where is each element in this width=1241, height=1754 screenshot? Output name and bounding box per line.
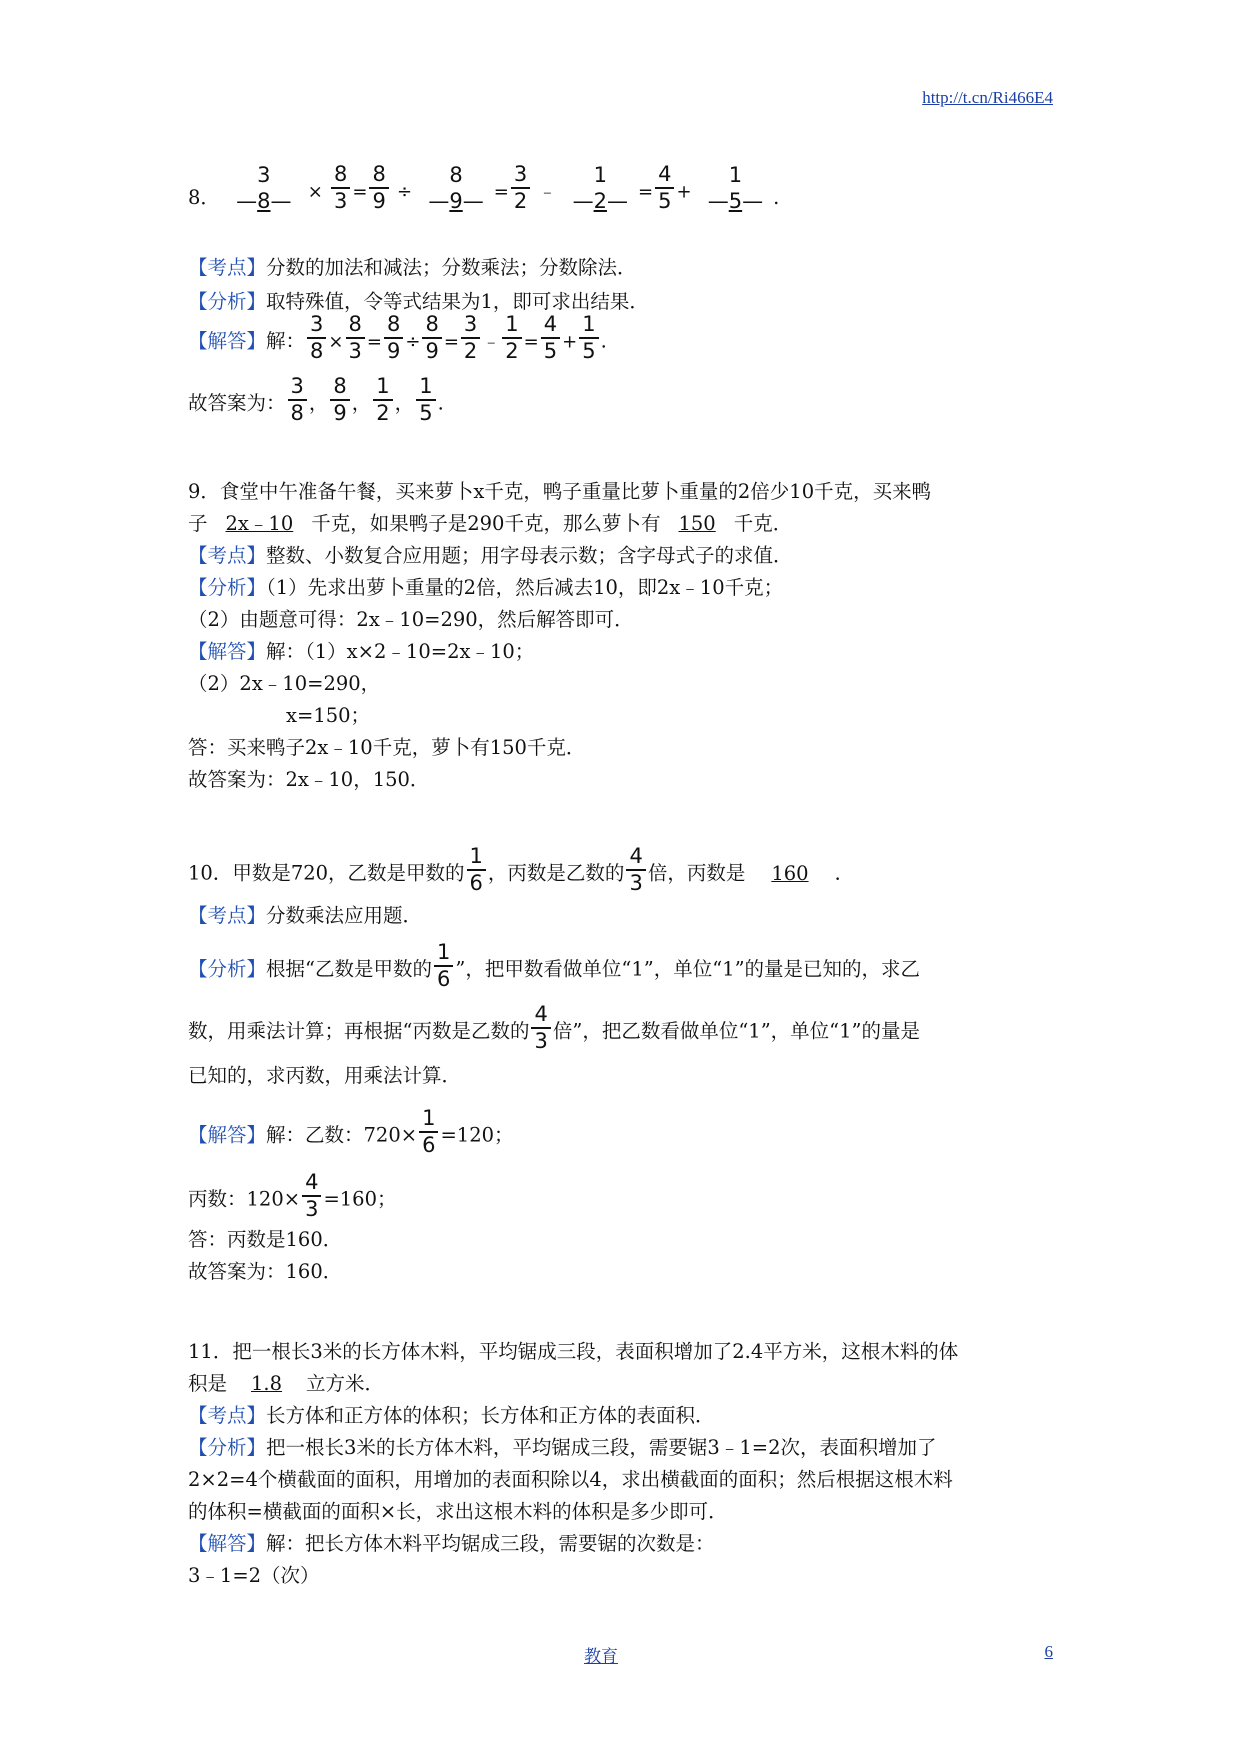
q9-fenxi-line2: （2）由题意可得：2x﹣10=290，然后解答即可． [188,608,634,631]
equals-sign: = [637,181,654,203]
fenxi-tag: 【分析】 [188,1436,267,1459]
q9-problem-line2: 子 2x﹣10 千克，如果鸭子是290千克，那么萝卜有 150 千克． [188,512,793,535]
q10-fraction-4-3: $\frac{4}{3}$ [626,846,645,894]
q8-jieda-fraction-7: $\frac{4}{5}$ [541,314,560,362]
kaodian-tag: 【考点】 [188,1404,267,1427]
q10-kaodian: 【考点】分数乘法应用题． [188,904,423,927]
q8-number: 8． [188,185,220,209]
fenxi-tag: 【分析】 [188,957,267,981]
q11-kaodian: 【考点】长方体和正方体的体积；长方体和正方体的表面积． [188,1404,715,1427]
q8-answer: 故答案为： $\frac{3}{8}$ ， $\frac{8}{9}$ ， $\frac{1}{2}$ ， $\frac{1}{5}$ . [188,374,444,425]
q10-fenxi: 【分析】根据“乙数是甲数的 $\frac{1}{6}$ ”，把甲数看做单位“1”，单位“1”的量是已知的，求乙 [188,940,921,991]
q8-jieda-fraction-1: $\frac{3}{8}$ [307,314,326,362]
q10-jieda-fraction-1-6: $\frac{1}{6}$ [419,1108,438,1156]
q9-final-answer: 故答案为：2x﹣10，150． [188,768,430,791]
q11-fenxi: 【分析】把一根长3米的长方体木料，平均锯成三段，需要锯3﹣1=2次，表面积增加了 [188,1436,937,1459]
q8-fenxi: 【分析】取特殊值，令等式结果为1，即可求出结果． [188,290,649,313]
q8-answer-fraction-3: $\frac{1}{2}$ [373,376,392,424]
q10-fenxi-fraction-1-6: $\frac{1}{6}$ [434,942,453,990]
divide-sign: ÷ [397,181,413,203]
q8-answer-fraction-2: $\frac{8}{9}$ [330,376,349,424]
header-link[interactable]: http://t.cn/Ri466E4 [922,88,1053,107]
q8-answer-fraction-1: $\frac{3}{8}$ [288,376,307,424]
q9-jieda: 【解答】解：（1）x×2﹣10=2x﹣10； [188,640,535,663]
q9-jieda-line3: x=150； [286,704,371,727]
kaodian-tag: 【考点】 [188,544,267,567]
jieda-tag: 【解答】 [188,1123,267,1147]
footer-link[interactable]: 教育 [584,1647,618,1667]
q9-fenxi: 【分析】（1）先求出萝卜重量的2倍，然后减去10，即2x﹣10千克； [188,576,784,599]
q8-jieda-fraction-8: $\frac{1}{5}$ [579,314,598,362]
q8-fraction-6: 1 —2— [572,162,628,213]
q8-jieda-fraction-5: $\frac{3}{2}$ [461,314,480,362]
q10-final-answer: 故答案为：160． [188,1260,343,1283]
q8-fraction-1: 3 —8— [236,162,292,213]
q11-jieda-line2: 3﹣1=2（次） [188,1564,320,1587]
q11-fenxi-line2: 2×2=4个横截面的面积，用增加的表面积除以4，求出横截面的面积；然后根据这根木料 [188,1468,953,1491]
kaodian-tag: 【考点】 [188,256,267,279]
q11-fenxi-line3: 的体积=横截面的面积×长，求出这根木料的体积是多少即可． [188,1500,728,1523]
q8-fraction-2: $\frac{8}{3}$ [331,164,350,212]
plus-sign: + [676,181,692,203]
fenxi-tag: 【分析】 [188,290,267,313]
equals-sign: = [352,181,368,203]
q11-problem-line1: 11．把一根长3米的长方体木料，平均锯成三段，表面积增加了2.4平方米，这根木料的体 [188,1340,959,1363]
q10-problem: 10．甲数是720，乙数是甲数的 $\frac{1}{6}$ ，丙数是乙数的 $\frac{4}{3}$ 倍，丙数是 160 ． [188,844,855,895]
q10-jieda: 【解答】解：乙数：720× $\frac{1}{6}$ =120； [188,1106,514,1157]
q10-bing: 丙数：120× $\frac{4}{3}$ =160； [188,1170,397,1221]
answer-blank: 2x﹣10 [225,512,294,535]
q8-fraction-8: 1 —5— [707,162,764,213]
kaodian-tag: 【考点】 [188,904,267,927]
minus-sign: ﹣ [538,181,557,203]
answer-blank: 150 [678,512,716,535]
q10-answer: 答：丙数是160． [188,1228,343,1251]
jieda-tag: 【解答】 [188,640,267,663]
q8-jieda-fraction-4: $\frac{8}{9}$ [422,314,441,362]
q8-period: . [773,185,780,209]
q8-problem [188,162,780,216]
q10-fraction-1-6: $\frac{1}{6}$ [467,846,486,894]
q11-jieda: 【解答】解：把长方体木料平均锯成三段，需要锯的次数是： [188,1532,715,1555]
q8-jieda-fraction-2: $\frac{8}{3}$ [346,314,365,362]
answer-blank: 160 [771,861,809,885]
fenxi-tag: 【分析】 [188,576,267,599]
q8-jieda-fraction-6: $\frac{1}{2}$ [502,314,521,362]
jieda-tag: 【解答】 [188,1532,267,1555]
q8-kaodian: 【考点】分数的加法和减法；分数乘法；分数除法． [188,256,637,279]
q8-fraction-3: $\frac{8}{9}$ [369,164,388,212]
q8-fraction-5: $\frac{3}{2}$ [511,164,530,212]
q9-jieda-line2: （2）2x﹣10=290， [188,672,381,695]
q10-bing-fraction-4-3: $\frac{4}{3}$ [302,1172,321,1220]
q9-problem-line1: 9．食堂中午准备午餐，买来萝卜x千克，鸭子重量比萝卜重量的2倍少10千克，买来鸭 [188,480,932,503]
times-sign: × [307,181,323,203]
page-number[interactable]: 6 [1044,1642,1053,1661]
q8-jieda-fraction-3: $\frac{8}{9}$ [384,314,403,362]
q9-kaodian: 【考点】整数、小数复合应用题；用字母表示数；含字母式子的求值． [188,544,793,567]
answer-blank: 1.8 [251,1372,283,1395]
equals-sign: = [493,181,509,203]
q10-fenxi-fraction-4-3: $\frac{4}{3}$ [531,1004,550,1052]
jieda-tag: 【解答】 [188,329,267,353]
q8-jieda: 【解答】解： $\frac{3}{8}$ × $\frac{8}{3}$ = $\frac{8}{9}$ ÷ $\frac{8}{9}$ = $\frac{3}{2}$ ﹣ $\frac{1}{2}$ = $\frac{4}{5}$ + $\frac{1}{5}$ . [188,312,607,363]
q9-answer: 答：买来鸭子2x﹣10千克，萝卜有150千克． [188,736,586,759]
q8-answer-fraction-4: $\frac{1}{5}$ [416,376,435,424]
q10-fenxi-line3: 已知的，求丙数，用乘法计算． [188,1064,462,1087]
q8-fraction-7: $\frac{4}{5}$ [655,164,674,212]
q11-problem-line2: 积是 1.8 立方米． [188,1372,385,1395]
q10-fenxi-line2: 数，用乘法计算；再根据“丙数是乙数的 $\frac{4}{3}$ 倍”，把乙数看做单位“1”，单位“1”的量是 [188,1002,921,1053]
q8-fraction-4: 8 —9— [428,162,484,213]
